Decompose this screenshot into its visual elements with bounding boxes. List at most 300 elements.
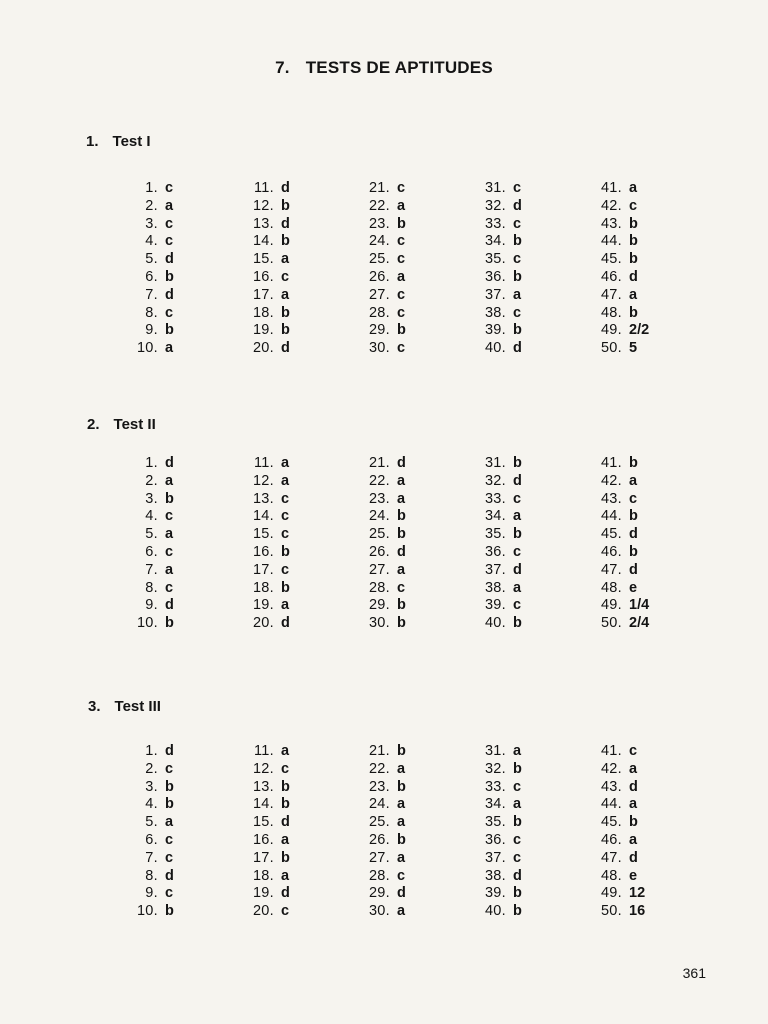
answer-row (116, 832, 195, 850)
question-number: 2. (145, 197, 158, 214)
answer-value: c (397, 304, 406, 321)
answer-row (116, 340, 195, 358)
answer-value: b (397, 831, 406, 848)
answer-value: b (513, 615, 522, 632)
chapter-title: TESTS DE APTITUDES (305, 58, 493, 77)
answer-row (580, 340, 659, 358)
question-number: 22. (368, 760, 390, 777)
answer-value: b (513, 526, 522, 543)
question-number: 32. (484, 472, 506, 489)
section-heading-test-3 (88, 698, 161, 715)
answer-value: d (629, 526, 638, 543)
answer-column (580, 455, 659, 633)
answer-row (464, 322, 543, 340)
answer-value: a (397, 490, 406, 507)
answer-row (348, 814, 427, 832)
question-number: 21. (368, 743, 390, 759)
answer-row (580, 287, 659, 305)
answer-row (580, 814, 659, 832)
question-number: 42. (600, 472, 622, 489)
answer-row (116, 903, 195, 921)
question-number: 36. (484, 268, 506, 285)
question-number: 20. (252, 340, 274, 357)
answer-value: c (281, 268, 290, 285)
answer-row (232, 287, 311, 305)
answer-value: a (397, 268, 406, 285)
question-number: 26. (368, 543, 390, 560)
answer-value: b (513, 455, 522, 471)
answer-value: 16 (629, 903, 646, 920)
answer-column (580, 180, 659, 358)
answer-row (232, 216, 311, 234)
question-number: 24. (368, 233, 390, 250)
question-number: 21. (368, 180, 390, 196)
answer-row (580, 251, 659, 269)
question-number: 8. (145, 867, 158, 884)
answer-value: b (281, 543, 290, 560)
answer-value: c (165, 760, 174, 777)
answer-value: e (629, 579, 638, 596)
answer-row (116, 251, 195, 269)
answer-value: c (513, 849, 522, 866)
answer-row (464, 615, 543, 633)
answer-row (232, 473, 311, 491)
answer-row (348, 903, 427, 921)
answer-row (580, 322, 659, 340)
answer-value: c (629, 197, 638, 214)
answer-row (116, 305, 195, 323)
answer-row (464, 850, 543, 868)
question-number: 15. (252, 251, 274, 268)
question-number: 1. (145, 743, 158, 759)
answer-row (580, 198, 659, 216)
answer-row (116, 198, 195, 216)
answer-row (348, 615, 427, 633)
answer-row (348, 508, 427, 526)
answer-value: d (629, 268, 638, 285)
question-number: 35. (484, 251, 506, 268)
answer-column (464, 455, 543, 633)
answer-row (580, 903, 659, 921)
answer-value: b (629, 251, 638, 268)
answer-value: c (165, 215, 174, 232)
answer-row (116, 233, 195, 251)
answer-row (232, 562, 311, 580)
answer-value: a (513, 743, 522, 759)
answer-row (232, 832, 311, 850)
answer-row (232, 198, 311, 216)
question-number: 44. (600, 796, 622, 813)
answer-row (116, 526, 195, 544)
question-number: 3. (145, 490, 158, 507)
answer-row (580, 544, 659, 562)
question-number: 26. (368, 268, 390, 285)
answer-value: b (281, 849, 290, 866)
answer-row (348, 216, 427, 234)
answer-row (580, 269, 659, 287)
answer-row (348, 305, 427, 323)
answer-row (580, 832, 659, 850)
answer-value: b (165, 615, 174, 632)
question-number: 34. (484, 508, 506, 525)
answer-row (464, 269, 543, 287)
question-number: 14. (252, 796, 274, 813)
question-number: 3. (145, 778, 158, 795)
question-number: 37. (484, 849, 506, 866)
question-number: 50. (600, 903, 622, 920)
section-heading-test-2 (87, 416, 156, 433)
answer-value: a (165, 340, 174, 357)
answer-row (232, 233, 311, 251)
answer-column (232, 180, 311, 358)
answer-row (116, 455, 195, 473)
answer-value: b (165, 490, 174, 507)
answer-row (464, 761, 543, 779)
answer-row (464, 885, 543, 903)
answer-row (232, 615, 311, 633)
question-number: 25. (368, 814, 390, 831)
answer-column (116, 743, 195, 921)
answer-row (116, 473, 195, 491)
answer-row (116, 814, 195, 832)
question-number: 18. (252, 867, 274, 884)
answer-value: a (281, 472, 290, 489)
answer-value: d (629, 849, 638, 866)
question-number: 37. (484, 561, 506, 578)
answer-value: c (281, 760, 290, 777)
question-number: 9. (145, 597, 158, 614)
answer-column (464, 180, 543, 358)
question-number: 38. (484, 867, 506, 884)
answer-row (464, 251, 543, 269)
question-number: 42. (600, 197, 622, 214)
answer-row (580, 615, 659, 633)
question-number: 18. (252, 304, 274, 321)
answer-column (464, 743, 543, 921)
question-number: 5. (145, 251, 158, 268)
question-number: 12. (252, 760, 274, 777)
question-number: 10. (136, 903, 158, 920)
answer-row (232, 180, 311, 198)
answer-value: d (165, 455, 174, 471)
question-number: 10. (136, 340, 158, 357)
answer-value: a (513, 796, 522, 813)
question-number: 40. (484, 903, 506, 920)
answer-value: c (165, 885, 174, 902)
question-number: 12. (252, 472, 274, 489)
answer-value: a (281, 286, 290, 303)
answer-row (580, 868, 659, 886)
question-number: 48. (600, 304, 622, 321)
answer-row (464, 198, 543, 216)
answer-row (580, 180, 659, 198)
question-number: 7. (145, 849, 158, 866)
question-number: 19. (252, 322, 274, 339)
answer-row (232, 251, 311, 269)
question-number: 30. (368, 615, 390, 632)
question-number: 31. (484, 455, 506, 471)
question-number: 25. (368, 526, 390, 543)
answer-value: c (397, 579, 406, 596)
question-number: 17. (252, 849, 274, 866)
answer-value: 1/4 (629, 597, 650, 614)
answer-value: b (165, 268, 174, 285)
question-number: 7. (145, 561, 158, 578)
question-number: 32. (484, 197, 506, 214)
question-number: 16. (252, 831, 274, 848)
question-number: 2. (145, 472, 158, 489)
answer-column (348, 180, 427, 358)
answer-row (580, 508, 659, 526)
answer-row (464, 233, 543, 251)
question-number: 47. (600, 561, 622, 578)
answer-value: b (629, 233, 638, 250)
answer-row (580, 216, 659, 234)
answer-row (464, 216, 543, 234)
answer-row (464, 305, 543, 323)
answer-value: d (281, 814, 290, 831)
answer-value: a (281, 251, 290, 268)
question-number: 10. (136, 615, 158, 632)
answer-row (348, 779, 427, 797)
answer-row (580, 850, 659, 868)
question-number: 45. (600, 526, 622, 543)
answer-value: b (281, 796, 290, 813)
question-number: 20. (252, 903, 274, 920)
answer-value: a (165, 197, 174, 214)
question-number: 50. (600, 615, 622, 632)
answer-value: c (281, 903, 290, 920)
question-number: 12. (252, 197, 274, 214)
answer-row (232, 580, 311, 598)
answer-value: b (397, 743, 406, 759)
answer-value: a (281, 455, 290, 471)
answer-row (116, 216, 195, 234)
answer-row (232, 814, 311, 832)
question-number: 13. (252, 778, 274, 795)
answer-row (348, 850, 427, 868)
question-number: 46. (600, 831, 622, 848)
answer-value: a (397, 561, 406, 578)
question-number: 44. (600, 233, 622, 250)
answer-row (464, 287, 543, 305)
answer-row (580, 491, 659, 509)
question-number: 38. (484, 304, 506, 321)
answer-value: c (513, 215, 522, 232)
answer-row (464, 491, 543, 509)
answer-grid-test-3 (0, 743, 768, 923)
question-number: 7. (145, 286, 158, 303)
answer-value: b (281, 778, 290, 795)
answer-value: b (397, 215, 406, 232)
question-number: 35. (484, 526, 506, 543)
answer-value: d (513, 867, 522, 884)
answer-row (348, 761, 427, 779)
answer-value: a (397, 472, 406, 489)
answer-value: a (281, 831, 290, 848)
question-number: 46. (600, 543, 622, 560)
answer-row (232, 868, 311, 886)
answer-value: a (629, 286, 638, 303)
answer-value: d (397, 455, 406, 471)
answer-row (116, 562, 195, 580)
answer-value: a (397, 903, 406, 920)
answer-row (116, 868, 195, 886)
answer-column (348, 455, 427, 633)
question-number: 21. (368, 455, 390, 471)
answer-value: c (513, 543, 522, 560)
answer-value: 2/4 (629, 615, 650, 632)
answer-row (116, 761, 195, 779)
answer-value: a (629, 180, 638, 196)
answer-value: b (513, 760, 522, 777)
answer-value: c (165, 543, 174, 560)
answer-value: a (281, 743, 290, 759)
answer-value: b (513, 233, 522, 250)
answer-value: a (397, 814, 406, 831)
section-label: Test III (114, 698, 161, 715)
question-number: 31. (484, 180, 506, 196)
question-number: 39. (484, 322, 506, 339)
answer-row (464, 832, 543, 850)
question-number: 35. (484, 814, 506, 831)
answer-value: a (513, 286, 522, 303)
answer-row (348, 473, 427, 491)
answer-value: a (397, 849, 406, 866)
answer-value: c (513, 778, 522, 795)
question-number: 33. (484, 215, 506, 232)
question-number: 30. (368, 340, 390, 357)
answer-row (232, 544, 311, 562)
answer-row (116, 322, 195, 340)
question-number: 46. (600, 268, 622, 285)
answer-row (464, 340, 543, 358)
question-number: 45. (600, 814, 622, 831)
question-number: 27. (368, 561, 390, 578)
answer-value: a (513, 508, 522, 525)
question-number: 27. (368, 286, 390, 303)
question-number: 47. (600, 286, 622, 303)
answer-row (348, 269, 427, 287)
question-number: 39. (484, 597, 506, 614)
answer-value: d (281, 885, 290, 902)
answer-row (348, 526, 427, 544)
question-number: 8. (145, 579, 158, 596)
question-number: 33. (484, 778, 506, 795)
answer-row (348, 796, 427, 814)
question-number: 6. (145, 543, 158, 560)
question-number: 42. (600, 760, 622, 777)
question-number: 29. (368, 597, 390, 614)
answer-row (348, 580, 427, 598)
question-number: 43. (600, 778, 622, 795)
answer-value: c (281, 490, 290, 507)
question-number: 11. (254, 180, 274, 196)
answer-row (464, 473, 543, 491)
answer-value: c (397, 233, 406, 250)
answer-value: 5 (629, 340, 638, 357)
answer-row (464, 743, 543, 761)
answer-row (464, 814, 543, 832)
question-number: 15. (252, 526, 274, 543)
answer-value: b (513, 814, 522, 831)
answer-row (232, 269, 311, 287)
answer-value: b (397, 778, 406, 795)
answer-row (116, 597, 195, 615)
question-number: 8. (145, 304, 158, 321)
answer-row (116, 544, 195, 562)
answer-value: b (281, 233, 290, 250)
answer-value: c (165, 180, 174, 196)
answer-value: c (165, 849, 174, 866)
answer-value: d (513, 197, 522, 214)
answer-row (232, 885, 311, 903)
answer-row (116, 779, 195, 797)
question-number: 41. (600, 180, 622, 196)
answer-value: b (397, 526, 406, 543)
answer-row (580, 455, 659, 473)
question-number: 44. (600, 508, 622, 525)
answer-value: d (629, 778, 638, 795)
answer-value: a (281, 597, 290, 614)
answer-value: a (397, 197, 406, 214)
answer-value: b (629, 814, 638, 831)
answer-row (116, 287, 195, 305)
answer-row (464, 779, 543, 797)
answer-value: b (281, 197, 290, 214)
section-label: Test I (112, 133, 151, 150)
chapter-number: 7. (275, 58, 290, 77)
answer-value: e (629, 867, 638, 884)
answer-row (232, 761, 311, 779)
question-number: 41. (600, 743, 622, 759)
question-number: 4. (145, 508, 158, 525)
question-number: 32. (484, 760, 506, 777)
question-number: 30. (368, 903, 390, 920)
answer-row (116, 508, 195, 526)
question-number: 2. (145, 760, 158, 777)
answer-value: b (281, 322, 290, 339)
question-number: 39. (484, 885, 506, 902)
question-number: 36. (484, 543, 506, 560)
answer-row (348, 198, 427, 216)
answer-value: c (281, 526, 290, 543)
question-number: 1. (145, 180, 158, 196)
answer-value: a (629, 796, 638, 813)
question-number: 9. (145, 322, 158, 339)
answer-value: a (165, 814, 174, 831)
answer-value: b (165, 322, 174, 339)
answer-value: d (397, 885, 406, 902)
answer-row (116, 850, 195, 868)
question-number: 36. (484, 831, 506, 848)
question-number: 37. (484, 286, 506, 303)
answer-value: 2/2 (629, 322, 650, 339)
question-number: 14. (252, 508, 274, 525)
answer-value: d (513, 472, 522, 489)
answer-value: c (397, 867, 406, 884)
answer-row (232, 796, 311, 814)
answer-row (348, 743, 427, 761)
answer-row (116, 743, 195, 761)
answer-row (580, 305, 659, 323)
answer-value: a (513, 579, 522, 596)
answer-grid-test-1 (0, 180, 768, 360)
question-number: 11. (254, 455, 274, 471)
question-number: 22. (368, 472, 390, 489)
question-number: 1. (145, 455, 158, 471)
answer-row (348, 322, 427, 340)
